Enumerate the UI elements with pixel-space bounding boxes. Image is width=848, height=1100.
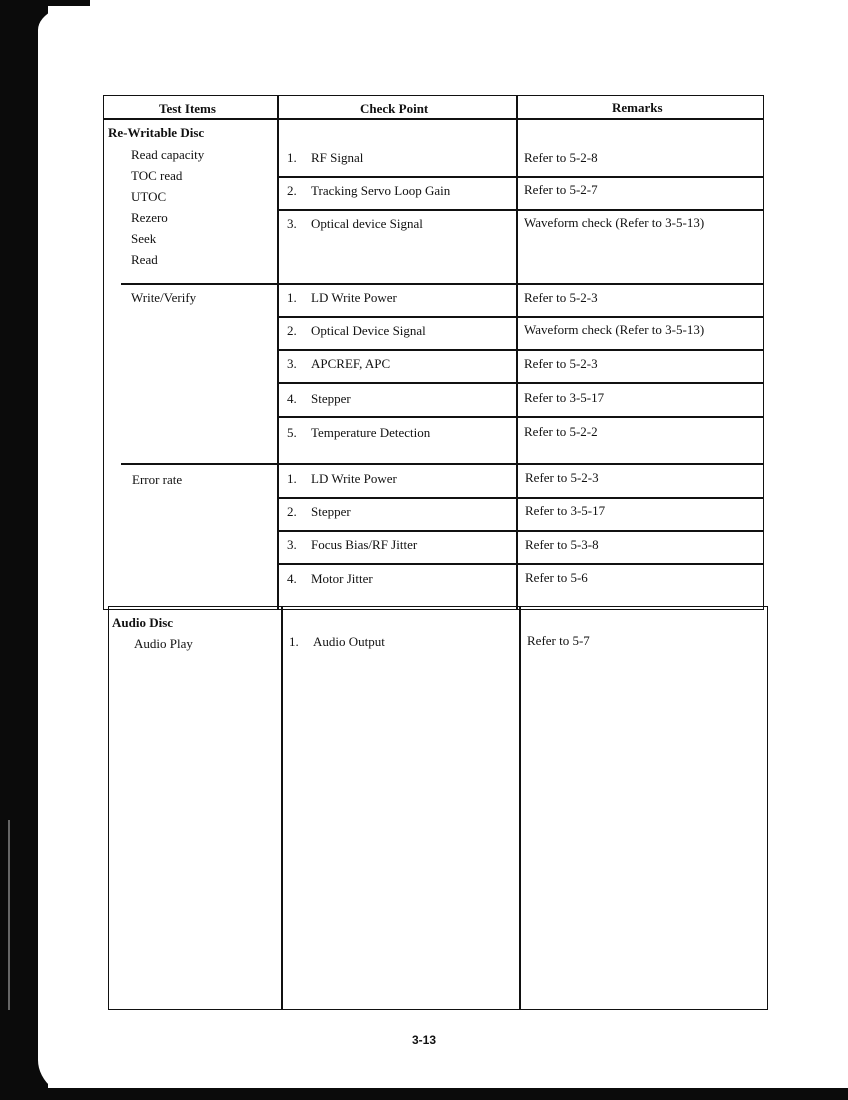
row-divider — [278, 530, 763, 532]
check-label: Focus Bias/RF Jitter — [311, 537, 418, 552]
row-divider — [278, 349, 763, 351]
test-item: TOC read — [131, 168, 183, 183]
section-title-audio: Audio Disc — [112, 615, 174, 630]
check-number: 3. — [287, 537, 297, 552]
check-label: Stepper — [311, 504, 351, 519]
row-divider — [278, 209, 763, 211]
row-divider — [278, 316, 763, 318]
check-point — [287, 150, 363, 165]
scan-top-edge — [0, 0, 90, 6]
test-table-audio — [108, 606, 768, 1010]
check-point — [287, 323, 426, 338]
remark: Refer to 5-2-7 — [524, 182, 598, 197]
check-number: 2. — [287, 183, 297, 198]
section-divider — [121, 283, 763, 285]
check-label: Optical device Signal — [311, 216, 423, 231]
test-item: Seek — [131, 231, 157, 246]
check-number: 1. — [289, 634, 299, 649]
column-divider — [281, 607, 283, 1009]
check-label: Stepper — [311, 391, 351, 406]
check-point — [287, 571, 373, 586]
header-divider — [103, 118, 764, 120]
row-divider — [278, 563, 763, 565]
section-title-rewritable: Re-Writable Disc — [108, 125, 205, 140]
row-divider — [278, 416, 763, 418]
check-label: LD Write Power — [311, 290, 397, 305]
scan-bottom-edge — [0, 1088, 848, 1100]
check-number: 3. — [287, 216, 297, 231]
check-point — [289, 634, 385, 649]
remark: Refer to 5-2-3 — [524, 290, 598, 305]
check-number: 3. — [287, 356, 297, 371]
test-item: UTOC — [131, 189, 167, 204]
check-point — [287, 216, 423, 231]
header-remarks: Remarks — [612, 100, 663, 115]
remark: Refer to 5-3-8 — [525, 537, 599, 552]
check-number: 1. — [287, 150, 297, 165]
column-divider — [519, 607, 521, 1009]
check-label: Optical Device Signal — [311, 323, 426, 338]
remark: Refer to 5-2-3 — [524, 356, 598, 371]
check-label: Temperature Detection — [311, 425, 431, 440]
section-title-error-rate: Error rate — [132, 472, 183, 487]
check-number: 1. — [287, 290, 297, 305]
remark: Refer to 5-2-8 — [524, 150, 598, 165]
remark: Refer to 5-6 — [525, 570, 588, 585]
check-label: RF Signal — [311, 150, 364, 165]
check-point — [287, 391, 351, 406]
remark: Refer to 3-5-17 — [525, 503, 606, 518]
remark: Waveform check (Refer to 3-5-13) — [524, 322, 705, 337]
check-number: 4. — [287, 391, 297, 406]
check-point — [287, 537, 417, 552]
check-point — [287, 183, 450, 198]
remark: Refer to 5-2-3 — [525, 470, 599, 485]
test-item: Read — [131, 252, 158, 267]
test-item: Rezero — [131, 210, 168, 225]
test-item: Read capacity — [131, 147, 205, 162]
scan-spine-line — [8, 820, 10, 1010]
remark: Refer to 3-5-17 — [524, 390, 605, 405]
page-number: 3-13 — [411, 1033, 437, 1047]
remark: Waveform check (Refer to 3-5-13) — [524, 215, 705, 230]
check-label: Motor Jitter — [311, 571, 373, 586]
remark: Refer to 5-2-2 — [524, 424, 598, 439]
test-table-upper — [103, 95, 764, 610]
check-number: 1. — [287, 471, 297, 486]
row-divider — [278, 382, 763, 384]
test-item: Audio Play — [134, 636, 193, 651]
check-point — [287, 425, 430, 440]
check-point — [287, 356, 390, 371]
check-point — [287, 504, 351, 519]
check-label: APCREF, APC — [311, 356, 391, 371]
check-number: 5. — [287, 425, 297, 440]
check-number: 2. — [287, 504, 297, 519]
section-divider — [121, 463, 763, 465]
section-title-write-verify: Write/Verify — [131, 290, 197, 305]
check-point — [287, 471, 397, 486]
header-check-point: Check Point — [360, 101, 429, 116]
check-label: LD Write Power — [311, 471, 397, 486]
check-number: 2. — [287, 323, 297, 338]
column-divider — [277, 95, 279, 610]
column-divider — [516, 95, 518, 610]
header-test-items: Test Items — [159, 101, 216, 116]
remark: Refer to 5-7 — [527, 633, 590, 648]
page-curl — [38, 0, 98, 1100]
check-point — [287, 290, 397, 305]
check-label: Tracking Servo Loop Gain — [311, 183, 451, 198]
row-divider — [278, 176, 763, 178]
check-number: 4. — [287, 571, 297, 586]
row-divider — [278, 497, 763, 499]
check-label: Audio Output — [313, 634, 385, 649]
